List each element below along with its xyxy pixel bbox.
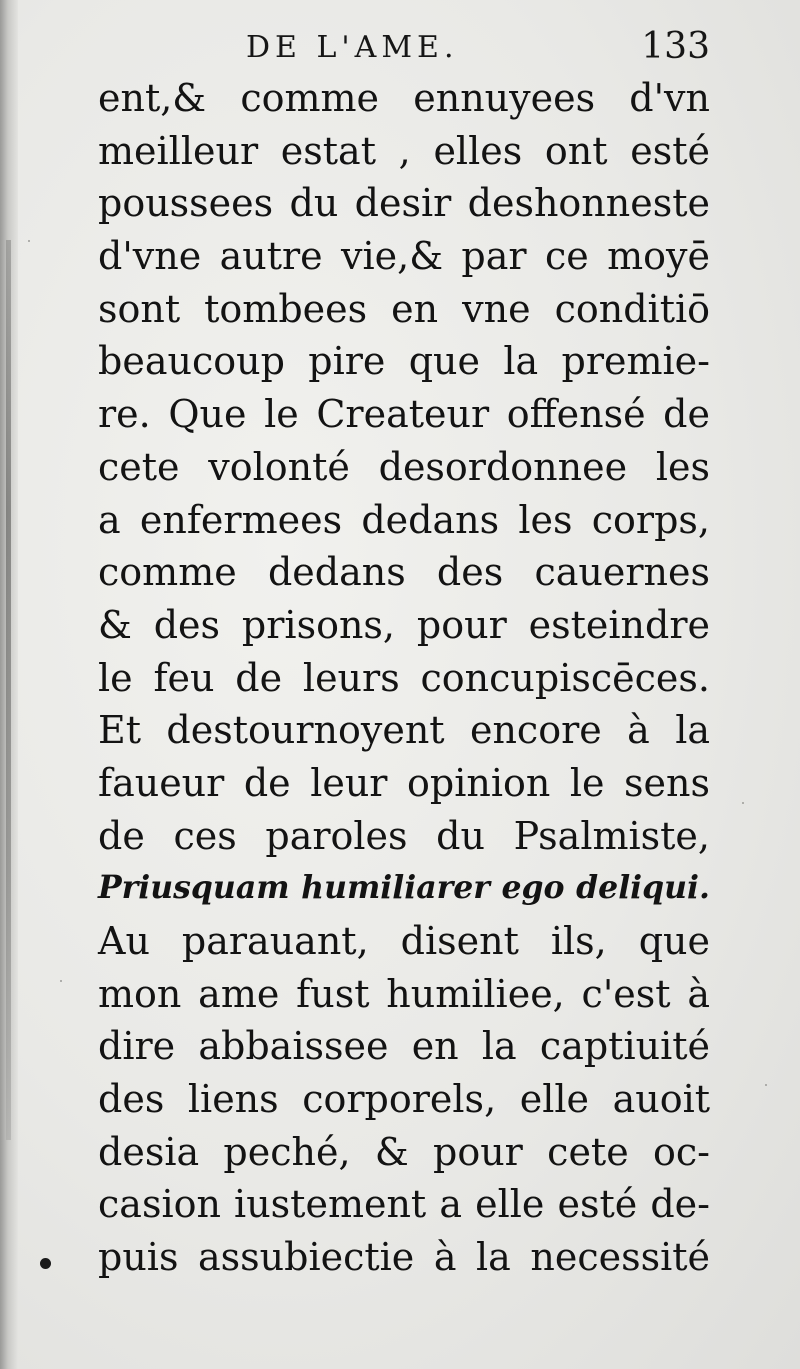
text-line: a enfermees dedans les corps, — [98, 497, 710, 542]
ink-mark — [40, 1258, 51, 1269]
text-line: comme dedans des cauernes — [98, 550, 710, 595]
text-line: d'vne autre vie,& par ce moyē — [98, 234, 710, 279]
text-line: sont tombees en vne conditiō — [98, 286, 710, 331]
text-line: meilleur estat , elles ont esté — [98, 128, 710, 173]
text-line: de ces paroles du Psalmiste, — [98, 813, 710, 858]
page-gutter — [0, 0, 18, 1369]
text-line: le feu de leurs concupiscēces. — [98, 655, 710, 700]
body-text — [98, 72, 710, 1284]
paper-speck — [28, 240, 30, 242]
text-line: & des prisons, pour esteindre — [98, 602, 710, 647]
text-line: Et destournoyent encore à la — [98, 708, 710, 753]
text-line: desia peché, & pour cete oc- — [98, 1129, 710, 1174]
text-line: beaucoup pire que la premie- — [98, 339, 710, 384]
text-line: puis assubiectie à la necessité — [98, 1235, 710, 1280]
text-line: cete volonté desordonnee les — [98, 444, 710, 489]
paper-speck — [60, 980, 62, 982]
text-line: casion iustement a elle esté de- — [98, 1182, 710, 1227]
binding-shadow — [6, 240, 11, 1140]
paper-speck — [765, 1084, 767, 1086]
text-line: dire abbaissee en la captiuité — [98, 1024, 710, 1069]
text-line: poussees du desir deshonneste — [98, 181, 710, 226]
text-line: des liens corporels, elle auoit — [98, 1077, 710, 1122]
text-line: faueur de leur opinion le sens — [98, 760, 710, 805]
text-line: Au parauant, disent ils, que — [98, 919, 710, 963]
page-number: 133 — [641, 26, 710, 67]
paper-speck — [742, 802, 744, 804]
latin-quotation: Priusquam humiliarer ego deliqui. — [98, 869, 710, 907]
text-line: re. Que le Createur offensé de — [98, 392, 710, 437]
running-head: DE L'AME. — [246, 30, 459, 65]
page-header — [100, 22, 710, 72]
text-line: ent,& comme ennuyees d'vn — [98, 76, 710, 120]
text-line: mon ame fust humiliee, c'est à — [98, 971, 710, 1016]
